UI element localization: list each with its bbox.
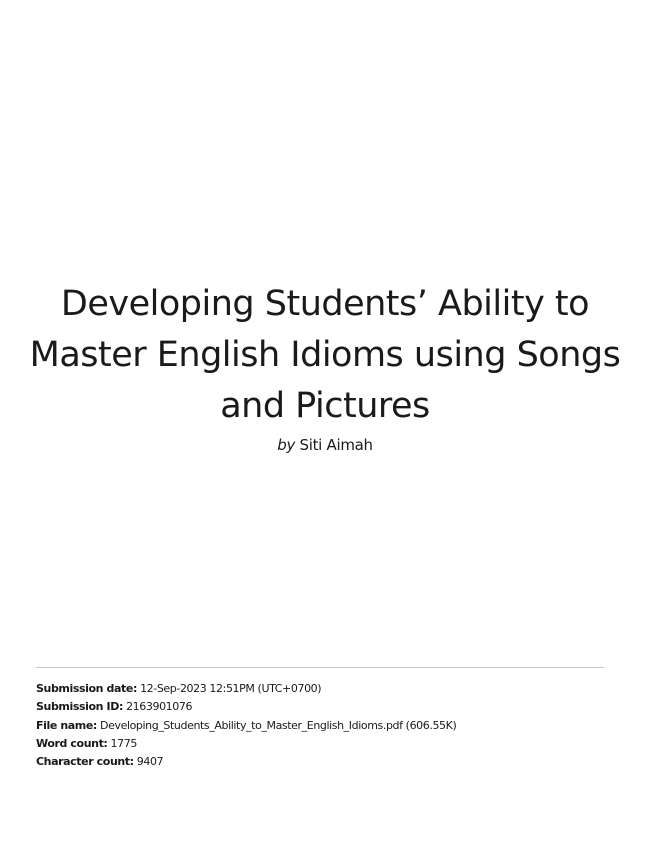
byline [20, 435, 630, 455]
divider [36, 667, 604, 668]
byline-prefix: by [277, 436, 296, 454]
character-count-row [36, 753, 616, 771]
document-title: Developing Students’ Ability to Master English Idioms using Songs and Pictures [29, 284, 621, 426]
author-name: Siti Aimah [299, 436, 373, 454]
submission-id-label: Submission ID: [36, 700, 123, 714]
file-name-row [36, 717, 616, 735]
file-name-value: Developing_Students_Ability_to_Master_English_Idioms.pdf (606.55K) [100, 718, 457, 732]
submission-date-label: Submission date: [36, 682, 137, 695]
submission-id-row [36, 698, 616, 716]
submission-date-value: 12-Sep-2023 12:51PM (UTC+0700) [140, 682, 322, 695]
submission-id-value: 2163901076 [126, 700, 193, 714]
word-count-row [36, 735, 616, 753]
file-name-label: File name: [36, 718, 97, 732]
character-count-value: 9407 [136, 755, 164, 769]
submission-date-row [36, 680, 616, 698]
submission-info [36, 680, 616, 771]
character-count-label: Character count: [36, 755, 134, 769]
word-count-label: Word count: [36, 736, 108, 750]
title-block [20, 279, 630, 455]
word-count-value: 1775 [110, 736, 137, 750]
